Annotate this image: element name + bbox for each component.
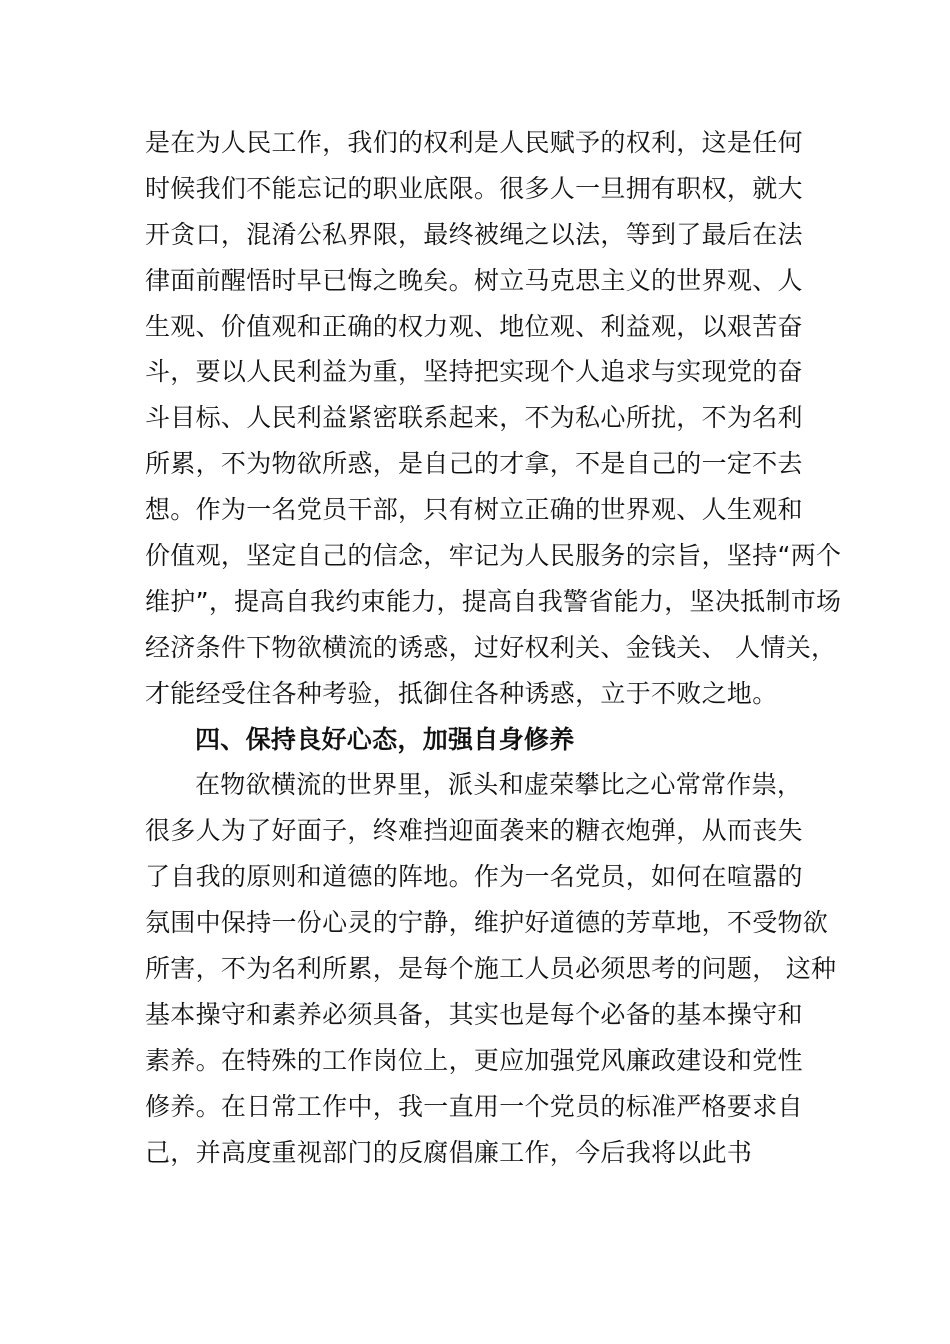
text-line: 时候我们不能忘记的职业底限。很多人一旦拥有职权，就大 bbox=[145, 173, 803, 203]
text-line: 生观、价值观和正确的权力观、地位观、利益观，以艰苦奋 bbox=[145, 311, 803, 341]
text-line: 斗目标、人民利益紧密联系起来，不为私心所扰，不为名利 bbox=[145, 403, 803, 433]
text-line: 所累，不为物欲所惑，是自己的才拿，不是自己的一定不去 bbox=[145, 449, 803, 479]
text-line: 基本操守和素养必须具备，其实也是每个必备的基本操守和 bbox=[145, 999, 803, 1029]
text-line: 氛围中保持一份心灵的宁静，维护好道德的芳草地，不受物欲 bbox=[145, 908, 829, 938]
text-line: 经济条件下物欲横流的诱惑，过好权利关、金钱关、 人情关， bbox=[145, 632, 837, 662]
text-line: 素养。在特殊的工作岗位上，更应加强党风廉政建设和党性 bbox=[145, 1045, 803, 1075]
text-line: 才能经受住各种考验，抵御住各种诱惑，立于不败之地。 bbox=[145, 678, 778, 708]
text-line: 开贪口，混淆公私界限，最终被绳之以法，等到了最后在法 bbox=[145, 219, 803, 249]
text-line: 价值观，坚定自己的信念，牢记为人民服务的宗旨，坚持“两个 bbox=[145, 541, 842, 571]
text-line: 斗，要以人民利益为重，坚持把实现个人追求与实现党的奋 bbox=[145, 357, 803, 387]
body-text bbox=[145, 120, 842, 1175]
text-line: 己，并高度重视部门的反腐倡廉工作，今后我将以此书 bbox=[145, 1137, 753, 1167]
section-heading: 四、保持良好心态，加强自身修养 bbox=[195, 724, 575, 754]
text-line: 了自我的原则和道德的阵地。作为一名党员，如何在喧嚣的 bbox=[145, 862, 803, 892]
text-line: 维护”，提高自我约束能力，提高自我警省能力，坚决抵制市场 bbox=[145, 586, 842, 616]
text-line: 想。作为一名党员干部，只有树立正确的世界观、人生观和 bbox=[145, 495, 803, 525]
text-line: 是在为人民工作，我们的权利是人民赋予的权利，这是任何 bbox=[145, 128, 803, 157]
text-line: 所害，不为名利所累，是每个施工人员必须思考的问题， 这种 bbox=[145, 954, 837, 984]
text-line: 律面前醒悟时早已悔之晚矣。树立马克思主义的世界观、人 bbox=[145, 265, 803, 295]
text-line: 很多人为了好面子，终难挡迎面袭来的糖衣炮弹，从而丧失 bbox=[145, 816, 803, 846]
text-line: 修养。在日常工作中，我一直用一个党员的标准严格要求自 bbox=[145, 1091, 803, 1121]
paragraph-first-line: 在物欲横流的世界里，派头和虚荣攀比之心常常作祟， bbox=[195, 770, 803, 800]
